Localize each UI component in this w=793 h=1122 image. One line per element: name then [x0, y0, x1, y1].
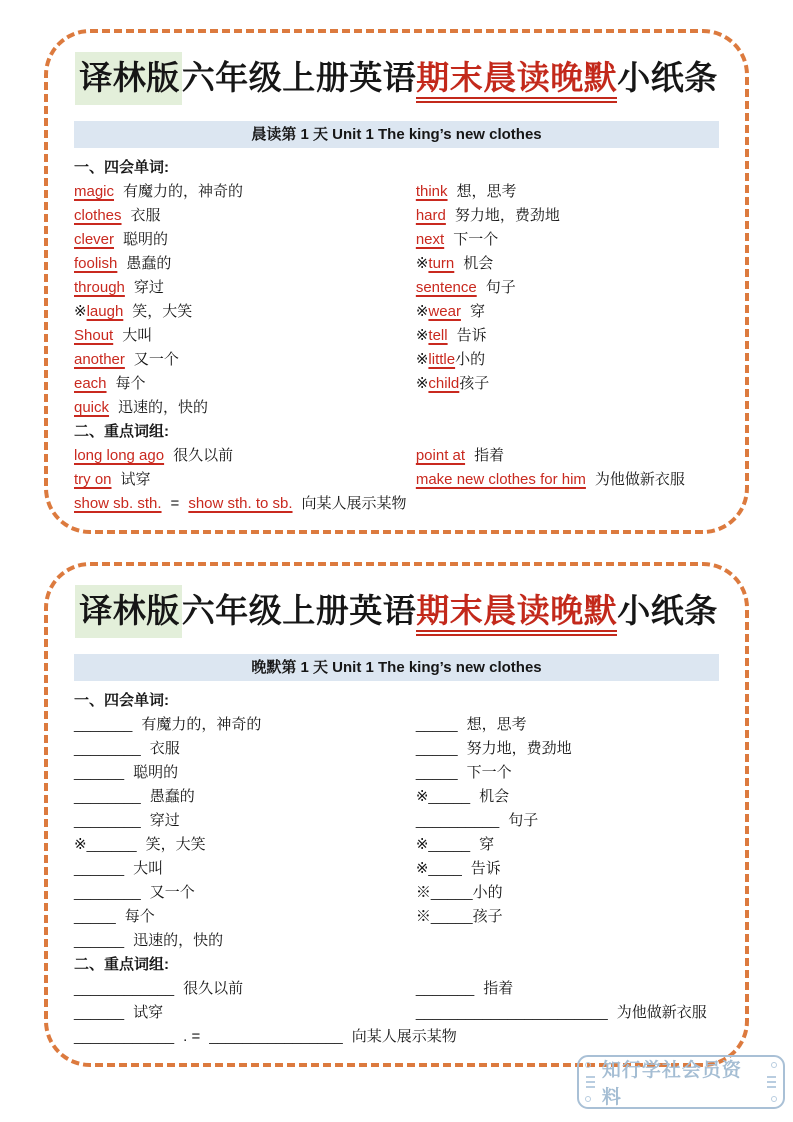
english-word: foolish [74, 255, 118, 272]
vocab-row [416, 252, 719, 276]
chinese-meaning: 指着 [483, 980, 514, 997]
vocab-row [416, 324, 719, 348]
phrase-columns [74, 977, 719, 1025]
chinese-meaning: 很久以前 [183, 980, 244, 997]
phrase-row [74, 1001, 416, 1025]
chinese-meaning: 每个 [115, 375, 146, 392]
chinese-meaning: 下一个 [466, 764, 512, 781]
vocab-row [74, 276, 416, 300]
star-mark: ※ [415, 351, 429, 368]
chinese-meaning: 迅速的，快的 [118, 399, 209, 416]
answer-blank: _____ [74, 908, 116, 925]
english-phrase: long long ago [74, 447, 165, 464]
english-phrase: show sb. sth. [74, 495, 162, 512]
english-word: magic [74, 183, 115, 200]
chinese-meaning: 穿过 [149, 812, 180, 829]
vocab-row [74, 372, 416, 396]
english-word: wear [428, 303, 461, 320]
chinese-meaning: 想，思考 [466, 716, 527, 733]
answer-blank: _____ [415, 740, 458, 757]
answer-blank: ______ [86, 836, 137, 853]
vocab-columns [74, 180, 719, 420]
chinese-meaning: 又一个 [133, 351, 179, 368]
equals-sign: . = [183, 1028, 201, 1045]
evening-dictation-card [44, 562, 749, 1067]
vocab-row [416, 713, 719, 737]
english-phrase: show sth. to sb. [188, 495, 293, 512]
chinese-meaning: 很久以前 [173, 447, 234, 464]
vocab-row [416, 228, 719, 252]
star-mark: ※ [415, 860, 429, 877]
chinese-meaning: 努力地，费劲地 [454, 207, 560, 224]
english-phrase: make new clothes for him [415, 471, 586, 488]
answer-blank: ________ [74, 884, 141, 901]
chinese-meaning: 试穿 [120, 471, 151, 488]
vocab-row [416, 809, 719, 833]
chinese-meaning: 句子 [508, 812, 539, 829]
chinese-meaning: 聪明的 [133, 764, 179, 781]
chinese-meaning: 每个 [124, 908, 155, 925]
title-mid: 六年级上册英语 [181, 592, 417, 629]
chinese-meaning: 小的 [455, 351, 486, 368]
chinese-meaning: 穿 [479, 836, 495, 853]
corner-dot-icon [771, 1096, 777, 1102]
vocab-row [416, 833, 719, 857]
english-word: sentence [415, 279, 477, 296]
stitch-lines-icon [586, 1081, 595, 1083]
vocab-row [74, 252, 416, 276]
corner-dot-icon [585, 1062, 591, 1068]
chinese-meaning: 愚蠢的 [126, 255, 172, 272]
phrase-column-right [416, 444, 719, 492]
phrase-row [74, 977, 416, 1001]
title-red-highlight: 期末晨读晚默 [416, 592, 617, 636]
answer-blank: _____ [428, 788, 471, 805]
chinese-meaning: 机会 [463, 255, 494, 272]
vocab-row [416, 204, 719, 228]
vocab-row [416, 761, 719, 785]
english-word: think [415, 183, 448, 200]
star-mark: ※ [415, 836, 429, 853]
chinese-meaning: 想，思考 [456, 183, 517, 200]
vocab-row [416, 737, 719, 761]
vocab-row [74, 737, 416, 761]
sheet-title [74, 590, 719, 632]
chinese-meaning: 小的 [472, 884, 503, 901]
phrase-row [74, 444, 416, 468]
phrase-row [416, 977, 719, 1001]
answer-blank: _____ [415, 764, 458, 781]
answer-blank: ______ [74, 1004, 125, 1021]
star-mark: ※ [415, 908, 431, 925]
chinese-meaning: 试穿 [133, 1004, 164, 1021]
chinese-meaning: 告诉 [456, 327, 487, 344]
watermark-badge [577, 1055, 785, 1109]
vocab-column-left [74, 180, 416, 420]
chinese-meaning: 孩子 [459, 375, 490, 392]
section-words-heading: 一、四会单词: [74, 692, 169, 709]
answer-blank: _____ [415, 716, 458, 733]
vocab-row [416, 180, 719, 204]
answer-blank: ________ [74, 740, 141, 757]
vocab-row [416, 905, 719, 929]
answer-blank: _____ [428, 836, 471, 853]
chinese-meaning: 下一个 [453, 231, 499, 248]
chinese-meaning: 告诉 [470, 860, 501, 877]
chinese-meaning: 迅速的，快的 [133, 932, 224, 949]
answer-blank: ______ [74, 932, 125, 949]
vocab-row [74, 204, 416, 228]
vocab-row [74, 809, 416, 833]
answer-blank: _______________________ [415, 1004, 608, 1021]
vocab-column-left [74, 713, 416, 953]
phrase-row [74, 468, 416, 492]
answer-blank: _____ [430, 908, 473, 925]
vocab-row [74, 324, 416, 348]
answer-blank: ________________ [209, 1028, 343, 1045]
vocab-row [74, 833, 416, 857]
section-phrases-heading: 二、重点词组: [74, 956, 169, 973]
star-mark: ※ [415, 255, 429, 272]
chinese-meaning: 愚蠢的 [149, 788, 195, 805]
answer-blank: ____________ [74, 980, 175, 997]
chinese-meaning: 衣服 [149, 740, 180, 757]
answer-blank: ________ [74, 812, 141, 829]
chinese-meaning: 大叫 [133, 860, 164, 877]
english-word: laugh [86, 303, 124, 320]
phrase-row-full [74, 492, 719, 516]
answer-blank: _____ [430, 884, 473, 901]
chinese-meaning: 衣服 [130, 207, 161, 224]
chinese-meaning: 句子 [485, 279, 516, 296]
answer-blank: ____________ [74, 1028, 175, 1045]
english-word: child [428, 375, 460, 392]
sheet-title [74, 57, 719, 99]
day-banner: 晚默第 1 天 Unit 1 The king’s new clothes [74, 654, 719, 681]
english-phrase: point at [415, 447, 466, 464]
chinese-meaning: 机会 [479, 788, 510, 805]
publisher-highlight: 译林版 [75, 585, 182, 638]
answer-blank: ______ [74, 860, 125, 877]
chinese-meaning: 孩子 [472, 908, 503, 925]
chinese-meaning: 为他做新衣服 [594, 471, 685, 488]
english-word: clever [74, 231, 115, 248]
stitch-lines-icon [767, 1081, 776, 1083]
english-word: turn [428, 255, 455, 272]
vocab-row [74, 228, 416, 252]
chinese-meaning: 有魔力的，神奇的 [123, 183, 244, 200]
vocab-row [74, 929, 416, 953]
chinese-meaning: 为他做新衣服 [616, 1004, 707, 1021]
vocab-columns [74, 713, 719, 953]
chinese-meaning: 向某人展示某物 [351, 1028, 457, 1045]
answer-blank: ________ [74, 788, 141, 805]
phrase-row-full [74, 1025, 719, 1049]
chinese-meaning: 努力地，费劲地 [466, 740, 572, 757]
chinese-meaning: 穿 [469, 303, 485, 320]
phrase-column-left [74, 977, 416, 1025]
corner-dot-icon [585, 1096, 591, 1102]
phrase-row [416, 444, 719, 468]
star-mark: ※ [415, 303, 429, 320]
star-mark: ※ [415, 375, 429, 392]
phrase-row [416, 1001, 719, 1025]
chinese-meaning: 穿过 [133, 279, 164, 296]
vocab-row [416, 300, 719, 324]
vocab-row [74, 348, 416, 372]
equals-sign: = [170, 495, 180, 512]
vocab-row [74, 396, 416, 420]
vocab-row [74, 905, 416, 929]
english-word: hard [415, 207, 446, 224]
chinese-meaning: 指着 [474, 447, 505, 464]
english-word: next [415, 231, 445, 248]
star-mark: ※ [415, 788, 429, 805]
chinese-meaning: 大叫 [122, 327, 153, 344]
title-red-highlight: 期末晨读晚默 [416, 59, 617, 103]
phrase-columns [74, 444, 719, 492]
vocab-row [74, 881, 416, 905]
title-end: 小纸条 [617, 592, 718, 629]
day-banner: 晨读第 1 天 Unit 1 The king’s new clothes [74, 121, 719, 148]
vocab-row [416, 857, 719, 881]
title-mid: 六年级上册英语 [181, 59, 417, 96]
star-mark: ※ [415, 327, 429, 344]
english-word: clothes [74, 207, 122, 224]
vocab-row [416, 785, 719, 809]
section-phrases-heading: 二、重点词组: [74, 423, 169, 440]
answer-blank: __________ [415, 812, 500, 829]
chinese-meaning: 聪明的 [123, 231, 169, 248]
english-word: quick [74, 399, 110, 416]
chinese-meaning: 又一个 [149, 884, 195, 901]
chinese-meaning: 笑，大笑 [145, 836, 206, 853]
english-word: through [74, 279, 125, 296]
chinese-meaning: 向某人展示某物 [301, 495, 407, 512]
vocab-row [416, 276, 719, 300]
morning-reading-card [44, 29, 749, 534]
title-end: 小纸条 [617, 59, 718, 96]
vocab-row [74, 857, 416, 881]
english-phrase: try on [74, 471, 112, 488]
watermark-text: 知行学社会员资料 [601, 1060, 742, 1108]
corner-dot-icon [771, 1062, 777, 1068]
english-word: tell [428, 327, 448, 344]
answer-blank: ____ [428, 860, 462, 877]
publisher-highlight: 译林版 [75, 52, 182, 105]
phrase-column-left [74, 444, 416, 492]
phrase-row [416, 468, 719, 492]
chinese-meaning: 有魔力的，神奇的 [141, 716, 262, 733]
english-word: Shout [74, 327, 114, 344]
answer-blank: _______ [415, 980, 475, 997]
star-mark: ※ [415, 884, 431, 901]
english-word: little [428, 351, 456, 368]
vocab-row [416, 348, 719, 372]
answer-blank: ______ [74, 764, 125, 781]
star-mark: ※ [74, 303, 87, 320]
star-mark: ※ [74, 836, 87, 853]
vocab-row [74, 785, 416, 809]
vocab-row [416, 881, 719, 905]
vocab-row [74, 761, 416, 785]
vocab-column-right [416, 713, 719, 953]
english-word: another [74, 351, 125, 368]
phrase-column-right [416, 977, 719, 1025]
section-words-heading: 一、四会单词: [74, 159, 169, 176]
vocab-row [74, 180, 416, 204]
vocab-row [74, 713, 416, 737]
english-word: each [74, 375, 107, 392]
vocab-row [416, 372, 719, 396]
chinese-meaning: 笑，大笑 [132, 303, 193, 320]
vocab-row [74, 300, 416, 324]
vocab-column-right [416, 180, 719, 420]
answer-blank: _______ [74, 716, 133, 733]
